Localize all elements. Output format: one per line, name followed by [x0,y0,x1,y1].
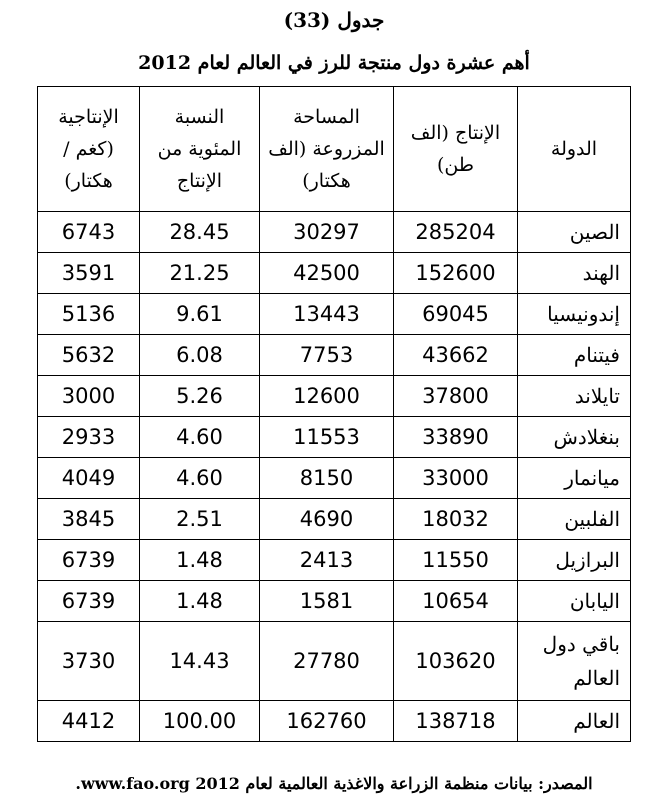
cell-yield: 3000 [38,376,140,417]
table-row [38,622,631,701]
table-row [38,458,631,499]
cell-percent: 1.48 [140,540,260,581]
cell-yield: 6739 [38,581,140,622]
cell-production: 37800 [394,376,518,417]
cell-percent: 5.26 [140,376,260,417]
header-country: الدولة [518,87,631,212]
cell-area: 7753 [260,335,394,376]
cell-country: إندونيسيا [518,294,631,335]
cell-country: اليابان [518,581,631,622]
cell-yield: 3845 [38,499,140,540]
page-title: جدول (33) [283,8,385,32]
cell-production: 43662 [394,335,518,376]
cell-area: 30297 [260,212,394,253]
table-row [38,581,631,622]
cell-area: 13443 [260,294,394,335]
cell-country: بنغلادش [518,417,631,458]
cell-percent: 9.61 [140,294,260,335]
cell-area: 42500 [260,253,394,294]
cell-area: 4690 [260,499,394,540]
cell-percent: 6.08 [140,335,260,376]
cell-yield: 5632 [38,335,140,376]
table-row [38,540,631,581]
cell-country: الهند [518,253,631,294]
cell-yield: 4049 [38,458,140,499]
cell-percent: 4.60 [140,417,260,458]
cell-percent: 4.60 [140,458,260,499]
cell-country: ميانمار [518,458,631,499]
cell-country: العالم [518,701,631,742]
table-row [38,253,631,294]
cell-production: 138718 [394,701,518,742]
header-production: الإنتاج (الف طن) [394,87,518,212]
header-area: المساحة المزروعة (الف هكتار) [260,87,394,212]
cell-area: 162760 [260,701,394,742]
cell-percent: 14.43 [140,622,260,701]
cell-country: باقي دول العالم [518,622,631,701]
table-caption: أهم عشرة دول منتجة للرز في العالم لعام 2012 [138,52,530,74]
rice-production-table [37,86,631,742]
cell-production: 69045 [394,294,518,335]
cell-percent: 21.25 [140,253,260,294]
cell-production: 152600 [394,253,518,294]
table-row [38,212,631,253]
source-note: المصدر: بيانات منظمة الزراعة والاغذية العالمية لعام 2012 www.fao.org. [75,774,593,793]
cell-yield: 3730 [38,622,140,701]
cell-yield: 3591 [38,253,140,294]
cell-production: 103620 [394,622,518,701]
cell-country: الصين [518,212,631,253]
table-row [38,335,631,376]
cell-production: 33890 [394,417,518,458]
cell-percent: 100.00 [140,701,260,742]
cell-country: تايلاند [518,376,631,417]
cell-area: 1581 [260,581,394,622]
cell-country: فيتنام [518,335,631,376]
cell-yield: 4412 [38,701,140,742]
table-row [38,376,631,417]
table-row [38,499,631,540]
cell-area: 2413 [260,540,394,581]
cell-percent: 1.48 [140,581,260,622]
cell-area: 11553 [260,417,394,458]
table-row [38,701,631,742]
table-body [38,212,631,742]
header-percent: النسبة المئوية من الإنتاج [140,87,260,212]
cell-yield: 2933 [38,417,140,458]
cell-yield: 5136 [38,294,140,335]
cell-production: 33000 [394,458,518,499]
cell-percent: 28.45 [140,212,260,253]
cell-yield: 6739 [38,540,140,581]
cell-area: 27780 [260,622,394,701]
cell-production: 18032 [394,499,518,540]
cell-area: 12600 [260,376,394,417]
cell-percent: 2.51 [140,499,260,540]
cell-yield: 6743 [38,212,140,253]
cell-country: البرازيل [518,540,631,581]
header-yield: الإنتاجية (كغم / هكتار) [38,87,140,212]
cell-production: 11550 [394,540,518,581]
table-row [38,294,631,335]
cell-area: 8150 [260,458,394,499]
table-header-row [38,87,631,212]
cell-production: 285204 [394,212,518,253]
cell-production: 10654 [394,581,518,622]
cell-country: الفلبين [518,499,631,540]
table-row [38,417,631,458]
